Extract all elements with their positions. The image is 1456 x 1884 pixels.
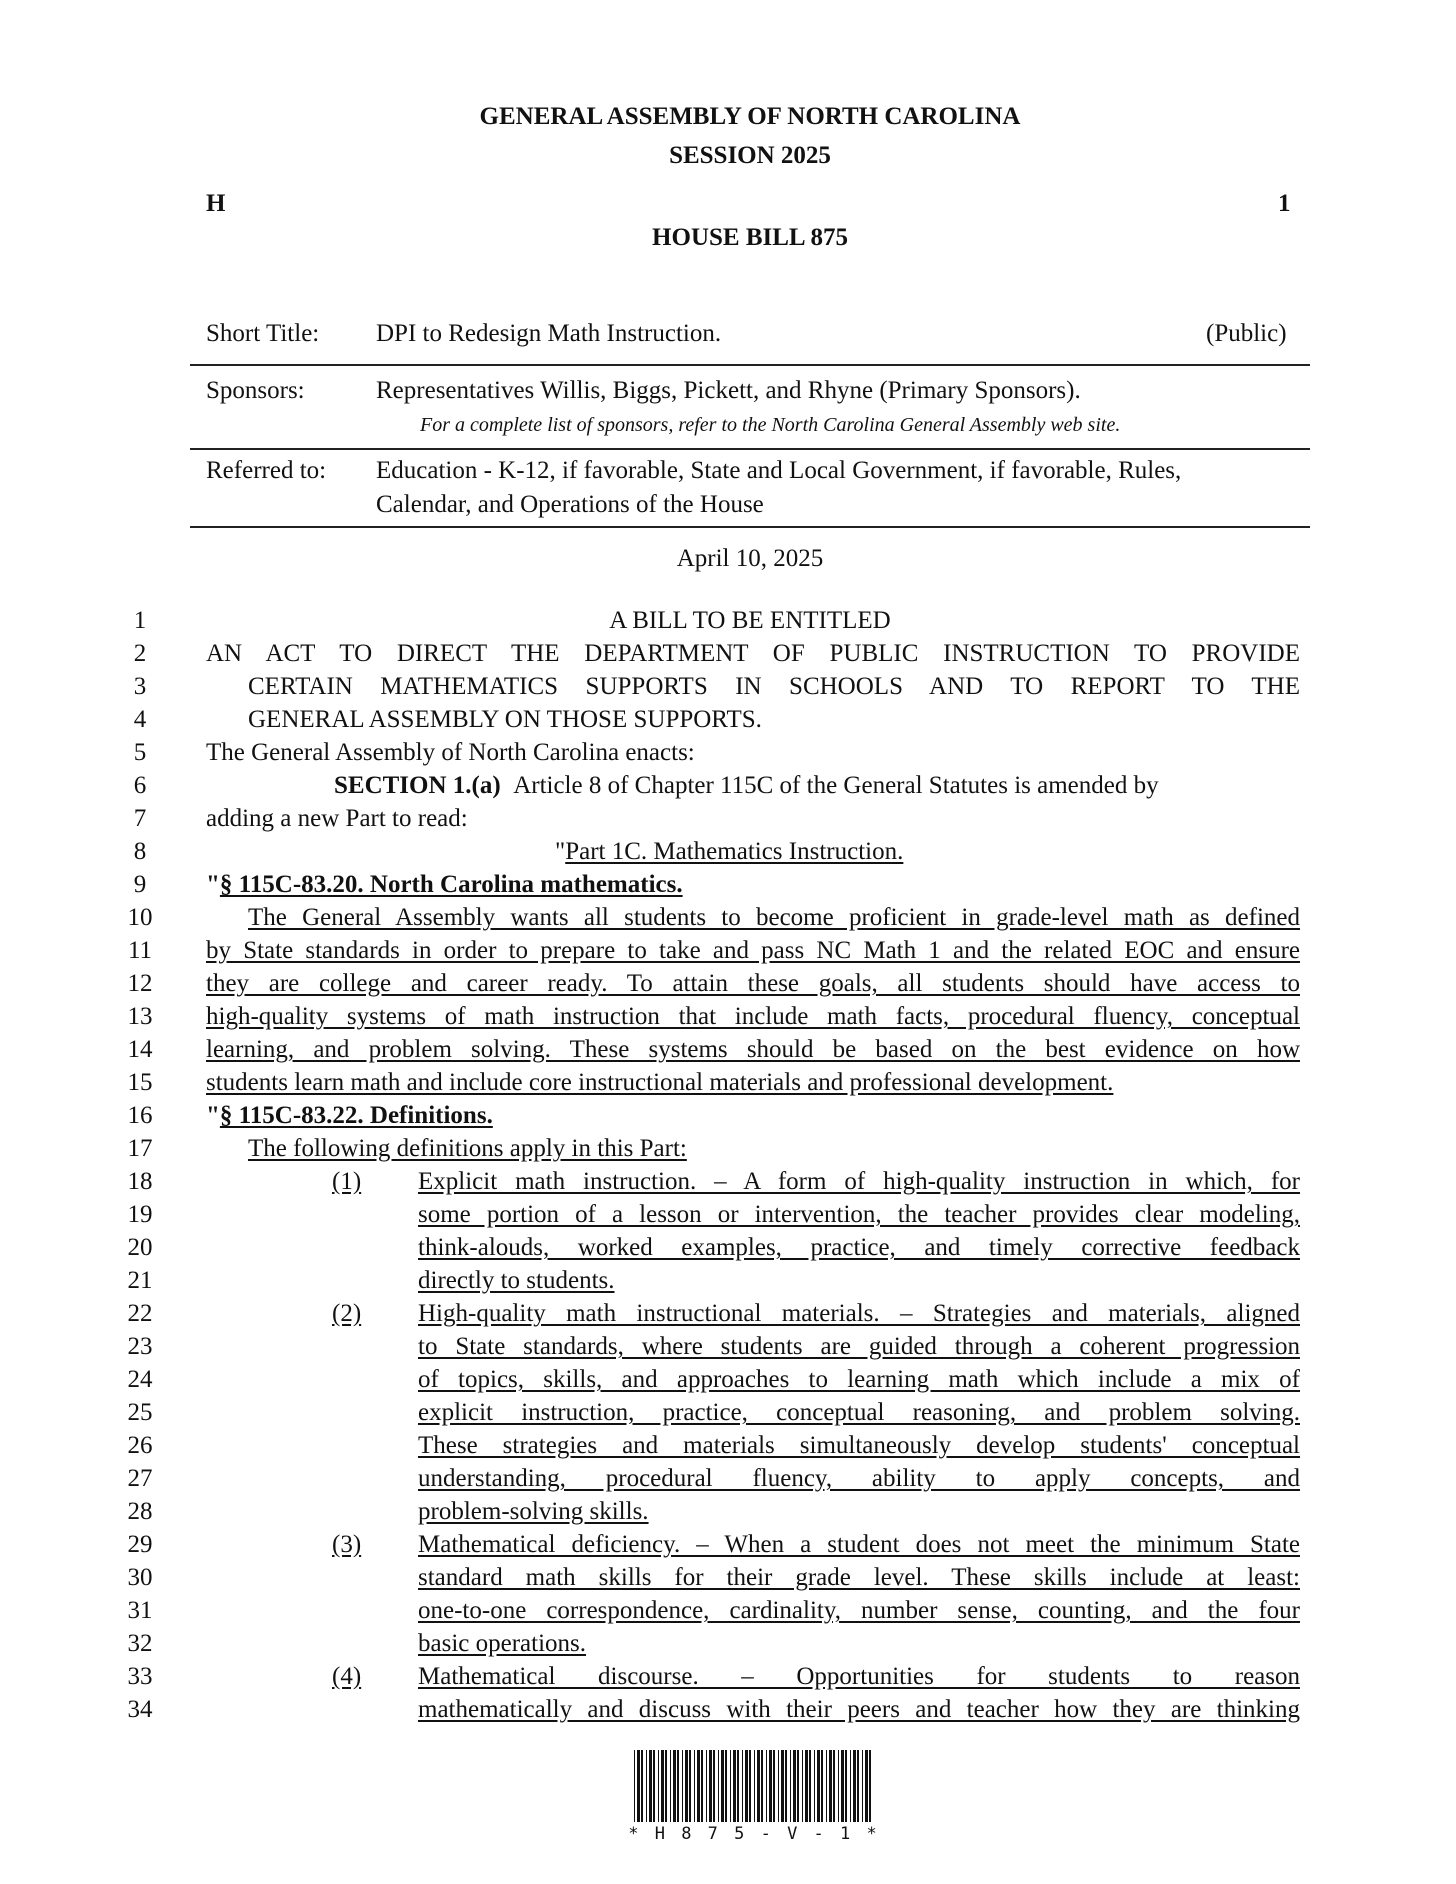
definition-line: understanding, procedural fluency, ability to apply concepts, and bbox=[418, 1465, 1300, 1492]
line-number: 15 bbox=[127, 1069, 153, 1096]
short-title: DPI to Redesign Math Instruction. bbox=[376, 320, 722, 347]
barcode-bar bbox=[869, 1750, 871, 1822]
barcode-bar bbox=[634, 1750, 635, 1822]
barcode-bar bbox=[817, 1750, 820, 1822]
line-number: 31 bbox=[127, 1597, 153, 1624]
definition-line: think-alouds, worked examples, practice, and timely corrective feedback bbox=[418, 1234, 1300, 1261]
list-marker: (2) bbox=[332, 1300, 362, 1327]
body-line: adding a new Part to read: bbox=[206, 805, 468, 832]
line-number: 4 bbox=[133, 706, 147, 733]
line-number: 32 bbox=[127, 1630, 153, 1657]
part-heading bbox=[555, 838, 903, 866]
definition-line: some portion of a lesson or intervention, the teacher provides clear modeling, bbox=[418, 1201, 1300, 1228]
barcode-bar bbox=[694, 1750, 695, 1822]
sponsors-note: For a complete list of sponsors, refer to the North Carolina General Assembly web site. bbox=[420, 414, 1121, 436]
divider bbox=[190, 448, 1310, 450]
line-number: 25 bbox=[127, 1399, 153, 1426]
barcode-bar bbox=[718, 1750, 719, 1822]
line-number: 20 bbox=[127, 1234, 153, 1261]
bill-title: HOUSE BILL 875 bbox=[652, 224, 848, 251]
filing-date: April 10, 2025 bbox=[676, 545, 824, 572]
barcode-bar bbox=[713, 1750, 715, 1822]
barcode-bar bbox=[853, 1750, 856, 1822]
barcode-bar bbox=[658, 1750, 659, 1822]
barcode-bar bbox=[841, 1750, 844, 1822]
body-line: high-quality systems of math instruction that include math facts, procedural fluency, conceptual bbox=[206, 1003, 1300, 1030]
section-line bbox=[334, 772, 1159, 800]
line-number: 10 bbox=[127, 904, 153, 931]
definition-line: High-quality math instructional materials. – Strategies and materials, aligned bbox=[418, 1300, 1300, 1327]
line-number: 24 bbox=[127, 1366, 153, 1393]
act-title-line: CERTAIN MATHEMATICS SUPPORTS IN SCHOOLS AND TO REPORT TO THE bbox=[248, 673, 1300, 700]
body-line: they are college and career ready. To attain these goals, all students should have access to bbox=[206, 970, 1300, 997]
sponsors-label: Sponsors: bbox=[206, 377, 305, 404]
line-number: 12 bbox=[127, 970, 153, 997]
statute-heading bbox=[206, 871, 683, 899]
line-number: 22 bbox=[127, 1300, 153, 1327]
barcode-bar bbox=[781, 1750, 784, 1822]
barcode-bar bbox=[737, 1750, 739, 1822]
session-heading: SESSION 2025 bbox=[669, 142, 831, 169]
barcode-bar bbox=[697, 1750, 700, 1822]
barcode-bar bbox=[793, 1750, 796, 1822]
line-number: 33 bbox=[127, 1663, 153, 1690]
line-number: 23 bbox=[127, 1333, 153, 1360]
barcode-bar bbox=[785, 1750, 787, 1822]
line-number: 2 bbox=[133, 640, 147, 667]
definition-line: of topics, skills, and approaches to learning math which include a mix of bbox=[418, 1366, 1300, 1393]
barcode-bar bbox=[637, 1750, 640, 1822]
line-number: 21 bbox=[127, 1267, 153, 1294]
definition-line: mathematically and discuss with their peers and teacher how they are thinking bbox=[418, 1696, 1300, 1723]
barcode-bar bbox=[733, 1750, 736, 1822]
definition-line: problem-solving skills. bbox=[418, 1498, 649, 1525]
barcode-bar bbox=[725, 1750, 727, 1822]
bill-entitled-heading: A BILL TO BE ENTITLED bbox=[609, 607, 891, 634]
barcode-bar bbox=[745, 1750, 748, 1822]
barcode-bar bbox=[665, 1750, 667, 1822]
line-number: 19 bbox=[127, 1201, 153, 1228]
barcode-bar bbox=[766, 1750, 767, 1822]
act-title-line: AN ACT TO DIRECT THE DEPARTMENT OF PUBLIC INSTRUCTION TO PROVIDE bbox=[206, 640, 1300, 667]
barcode-bar bbox=[790, 1750, 791, 1822]
definition-line: explicit instruction, practice, conceptual reasoning, and problem solving. bbox=[418, 1399, 1300, 1426]
part-title: Part 1C. Mathematics Instruction. bbox=[565, 838, 904, 865]
barcode-bar bbox=[742, 1750, 743, 1822]
list-marker: (4) bbox=[332, 1663, 362, 1690]
open-quote: " bbox=[206, 1102, 220, 1129]
open-quote: " bbox=[206, 871, 220, 898]
barcode-bar bbox=[769, 1750, 772, 1822]
barcode-bar bbox=[677, 1750, 679, 1822]
barcode-bar bbox=[814, 1750, 815, 1822]
barcode-bar bbox=[649, 1750, 652, 1822]
referred-line-1: Education - K-12, if favorable, State and Local Government, if favorable, Rules, bbox=[376, 457, 1182, 484]
list-marker: (3) bbox=[332, 1531, 362, 1558]
definition-line: These strategies and materials simultaneously develop students' conceptual bbox=[418, 1432, 1300, 1459]
line-number: 8 bbox=[133, 838, 147, 865]
line-number: 17 bbox=[127, 1135, 153, 1162]
line-number: 11 bbox=[127, 937, 153, 964]
barcode-text: * H 8 7 5 - V - 1 * bbox=[628, 1824, 880, 1844]
barcode-bar bbox=[833, 1750, 835, 1822]
barcode-bar bbox=[865, 1750, 868, 1822]
line-number: 13 bbox=[127, 1003, 153, 1030]
line-number: 26 bbox=[127, 1432, 153, 1459]
barcode bbox=[632, 1750, 876, 1822]
barcode-bar bbox=[829, 1750, 832, 1822]
short-title-label: Short Title: bbox=[206, 320, 320, 347]
statute-title: § 115C-83.22. Definitions. bbox=[219, 1102, 493, 1129]
line-number: 28 bbox=[127, 1498, 153, 1525]
definition-line: directly to students. bbox=[418, 1267, 615, 1294]
line-number: 14 bbox=[127, 1036, 153, 1063]
line-number: 6 bbox=[133, 772, 147, 799]
assembly-heading: GENERAL ASSEMBLY OF NORTH CAROLINA bbox=[479, 103, 1021, 130]
barcode-bar bbox=[661, 1750, 664, 1822]
line-number: 30 bbox=[127, 1564, 153, 1591]
body-line: students learn math and include core instructional materials and professional development. bbox=[206, 1069, 1114, 1096]
barcode-bar bbox=[721, 1750, 724, 1822]
body-line: The following definitions apply in this Part: bbox=[248, 1135, 687, 1162]
referred-label: Referred to: bbox=[206, 457, 327, 484]
definition-line: to State standards, where students are guided through a coherent progression bbox=[418, 1333, 1300, 1360]
barcode-bar bbox=[857, 1750, 859, 1822]
barcode-bar bbox=[709, 1750, 712, 1822]
barcode-bar bbox=[797, 1750, 799, 1822]
barcode-bar bbox=[646, 1750, 647, 1822]
definition-line: standard math skills for their grade level. These skills include at least: bbox=[418, 1564, 1300, 1591]
barcode-bar bbox=[689, 1750, 691, 1822]
barcode-bar bbox=[809, 1750, 811, 1822]
barcode-bar bbox=[685, 1750, 688, 1822]
act-title-line: GENERAL ASSEMBLY ON THOSE SUPPORTS. bbox=[248, 706, 762, 733]
barcode-bar bbox=[826, 1750, 827, 1822]
short-title-type: (Public) bbox=[1206, 320, 1287, 347]
definition-line: Explicit math instruction. – A form of high-quality instruction in which, for bbox=[418, 1168, 1300, 1195]
barcode-bar bbox=[778, 1750, 779, 1822]
sponsors-text: Representatives Willis, Biggs, Pickett, and Rhyne (Primary Sponsors). bbox=[376, 377, 1081, 404]
barcode-bar bbox=[706, 1750, 707, 1822]
barcode-bar bbox=[757, 1750, 760, 1822]
barcode-bar bbox=[730, 1750, 731, 1822]
barcode-bar bbox=[862, 1750, 863, 1822]
barcode-bar bbox=[821, 1750, 823, 1822]
body-line: by State standards in order to prepare to take and pass NC Math 1 and the related EOC and ensure bbox=[206, 937, 1300, 964]
body-line: The General Assembly wants all students to become proficient in grade-level math as defined bbox=[248, 904, 1300, 931]
definition-line: Mathematical discourse. – Opportunities for students to reason bbox=[418, 1663, 1300, 1690]
barcode-bar bbox=[773, 1750, 775, 1822]
statute-title: § 115C-83.20. North Carolina mathematics. bbox=[219, 871, 683, 898]
section-label: SECTION 1.(a) bbox=[334, 772, 501, 799]
barcode-bar bbox=[682, 1750, 683, 1822]
barcode-bar bbox=[673, 1750, 676, 1822]
line-number: 3 bbox=[133, 673, 147, 700]
version-number: 1 bbox=[1278, 190, 1291, 217]
line-number: 27 bbox=[127, 1465, 153, 1492]
barcode-bar bbox=[670, 1750, 671, 1822]
line-number: 16 bbox=[127, 1102, 153, 1129]
barcode-bar bbox=[761, 1750, 763, 1822]
line-number: 5 bbox=[133, 739, 147, 766]
barcode-bar bbox=[754, 1750, 755, 1822]
line-number: 9 bbox=[133, 871, 147, 898]
line-number: 34 bbox=[127, 1696, 153, 1723]
barcode-bar bbox=[838, 1750, 839, 1822]
line-number: 1 bbox=[133, 607, 147, 634]
barcode-bar bbox=[701, 1750, 703, 1822]
body-line: learning, and problem solving. These systems should be based on the best evidence on how bbox=[206, 1036, 1300, 1063]
definition-line: one-to-one correspondence, cardinality, number sense, counting, and the four bbox=[418, 1597, 1300, 1624]
list-marker: (1) bbox=[332, 1168, 362, 1195]
line-number: 18 bbox=[127, 1168, 153, 1195]
section-text: Article 8 of Chapter 115C of the General Statutes is amended by bbox=[513, 772, 1159, 799]
barcode-bar bbox=[802, 1750, 803, 1822]
barcode-bar bbox=[805, 1750, 808, 1822]
definition-line: basic operations. bbox=[418, 1630, 587, 1657]
divider bbox=[190, 526, 1310, 528]
barcode-bar bbox=[845, 1750, 847, 1822]
barcode-bar bbox=[850, 1750, 851, 1822]
barcode-bar bbox=[641, 1750, 643, 1822]
open-quote: " bbox=[555, 838, 566, 865]
chamber-letter: H bbox=[206, 190, 226, 217]
divider bbox=[190, 364, 1310, 366]
line-number: 29 bbox=[127, 1531, 153, 1558]
enacting-clause: The General Assembly of North Carolina enacts: bbox=[206, 739, 695, 766]
barcode-bar bbox=[653, 1750, 655, 1822]
definition-line: Mathematical deficiency. – When a student does not meet the minimum State bbox=[418, 1531, 1300, 1558]
barcode-bar bbox=[749, 1750, 751, 1822]
line-number: 7 bbox=[133, 805, 147, 832]
referred-line-2: Calendar, and Operations of the House bbox=[376, 491, 764, 518]
statute-heading bbox=[206, 1102, 493, 1130]
